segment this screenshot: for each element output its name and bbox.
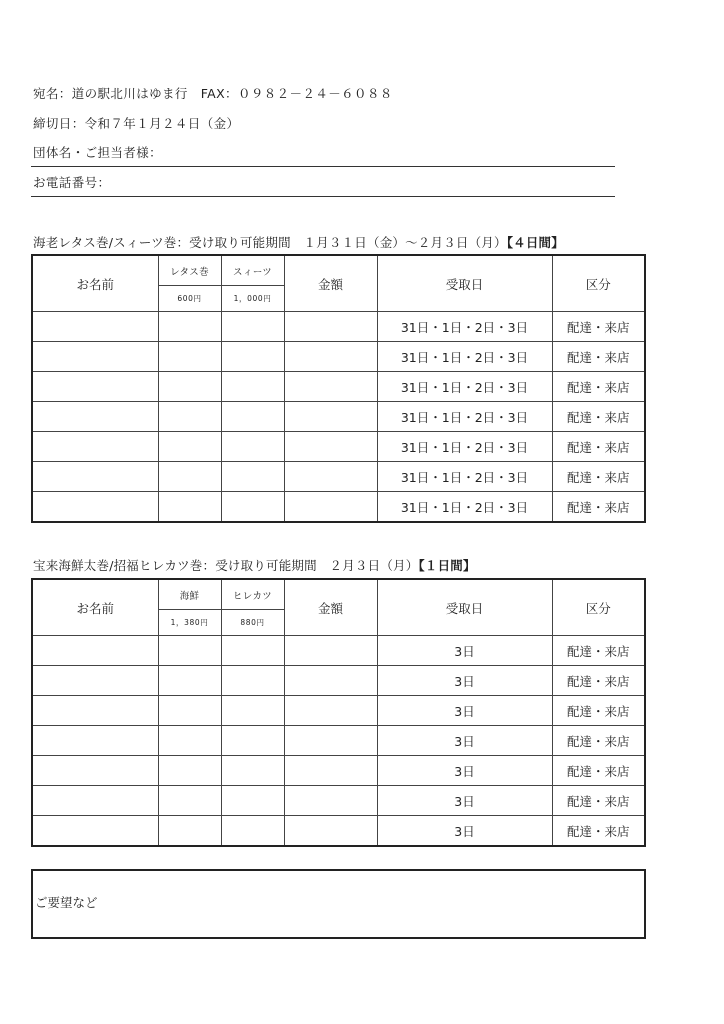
amount-cell[interactable] (284, 666, 377, 696)
col-header-amount: 金額 (284, 579, 377, 636)
item1-qty-cell[interactable] (158, 312, 221, 342)
order-row (32, 432, 645, 462)
category-cell: 配達・来店 (552, 342, 645, 372)
order-row (32, 666, 645, 696)
item2-qty-cell[interactable] (221, 666, 284, 696)
phone-label: お電話番号： (33, 175, 111, 190)
name-cell[interactable] (32, 756, 158, 786)
item2-qty-cell[interactable] (221, 402, 284, 432)
amount-cell[interactable] (284, 756, 377, 786)
col-header-item1: 海鮮 (158, 579, 221, 610)
amount-cell[interactable] (284, 696, 377, 726)
section-1-title-text: 海老レタス巻/スィーツ巻：受け取り可能期間 １月３１日（金）～２月３日（月） (33, 235, 507, 250)
deadline-line: 締切日：令和７年１月２４日（金） (33, 116, 240, 131)
section-1-title (33, 233, 564, 251)
item2-qty-cell[interactable] (221, 372, 284, 402)
order-row (32, 786, 645, 816)
order-row (32, 492, 645, 523)
item2-qty-cell[interactable] (221, 816, 284, 847)
item1-qty-cell[interactable] (158, 666, 221, 696)
pickup-day-cell: 31日・1日・2日・3日 (377, 372, 552, 402)
amount-cell[interactable] (284, 432, 377, 462)
col-header-item2-price: 1，000円 (221, 286, 284, 312)
item1-qty-cell[interactable] (158, 462, 221, 492)
name-cell[interactable] (32, 636, 158, 666)
category-cell: 配達・来店 (552, 696, 645, 726)
name-cell[interactable] (32, 696, 158, 726)
amount-cell[interactable] (284, 372, 377, 402)
pickup-day-cell: 31日・1日・2日・3日 (377, 462, 552, 492)
amount-cell[interactable] (284, 402, 377, 432)
category-cell: 配達・来店 (552, 666, 645, 696)
col-header-item2: スィーツ (221, 255, 284, 286)
pickup-day-cell: 3日 (377, 636, 552, 666)
section-2-badge: 【１日間】 (418, 558, 476, 573)
section-2-title-text: 宝来海鮮太巻/招福ヒレカツ巻：受け取り可能期間 ２月３日（月） (33, 558, 419, 573)
item2-qty-cell[interactable] (221, 462, 284, 492)
col-header-pickup: 受取日 (377, 255, 552, 312)
item1-qty-cell[interactable] (158, 372, 221, 402)
name-cell[interactable] (32, 402, 158, 432)
item2-qty-cell[interactable] (221, 726, 284, 756)
pickup-day-cell: 3日 (377, 756, 552, 786)
order-table-1 (31, 254, 646, 523)
col-header-item2: ヒレカツ (221, 579, 284, 610)
col-header-amount: 金額 (284, 255, 377, 312)
order-row (32, 636, 645, 666)
category-cell: 配達・来店 (552, 312, 645, 342)
category-cell: 配達・来店 (552, 432, 645, 462)
col-header-item1: レタス巻 (158, 255, 221, 286)
category-cell: 配達・来店 (552, 492, 645, 523)
category-cell: 配達・来店 (552, 462, 645, 492)
item1-qty-cell[interactable] (158, 756, 221, 786)
pickup-day-cell: 31日・1日・2日・3日 (377, 312, 552, 342)
phone-field[interactable] (31, 196, 615, 197)
requests-box[interactable] (31, 869, 646, 939)
col-header-item1-price: 1，380円 (158, 610, 221, 636)
item1-qty-cell[interactable] (158, 696, 221, 726)
amount-cell[interactable] (284, 786, 377, 816)
col-header-item1-price: 600円 (158, 286, 221, 312)
pickup-day-cell: 3日 (377, 786, 552, 816)
name-cell[interactable] (32, 666, 158, 696)
order-row (32, 726, 645, 756)
pickup-day-cell: 3日 (377, 726, 552, 756)
order-row (32, 402, 645, 432)
col-header-name: お名前 (32, 579, 158, 636)
item1-qty-cell[interactable] (158, 636, 221, 666)
name-cell[interactable] (32, 462, 158, 492)
item2-qty-cell[interactable] (221, 696, 284, 726)
order-row (32, 462, 645, 492)
name-cell[interactable] (32, 312, 158, 342)
col-header-category: 区分 (552, 579, 645, 636)
category-cell: 配達・来店 (552, 636, 645, 666)
order-row (32, 756, 645, 786)
recipient-fax-line: 宛名：道の駅北川はゆま行 FAX：０９８２－２４－６０８８ (33, 86, 393, 101)
order-table-2 (31, 578, 646, 847)
pickup-day-cell: 3日 (377, 666, 552, 696)
requests-label: ご要望など (35, 895, 98, 910)
pickup-day-cell: 31日・1日・2日・3日 (377, 492, 552, 523)
pickup-day-cell: 31日・1日・2日・3日 (377, 402, 552, 432)
name-cell[interactable] (32, 786, 158, 816)
order-row (32, 342, 645, 372)
order-table-1-body (32, 312, 645, 523)
item1-qty-cell[interactable] (158, 816, 221, 847)
item2-qty-cell[interactable] (221, 312, 284, 342)
amount-cell[interactable] (284, 342, 377, 372)
pickup-day-cell: 3日 (377, 816, 552, 847)
amount-cell[interactable] (284, 312, 377, 342)
item2-qty-cell[interactable] (221, 432, 284, 462)
amount-cell[interactable] (284, 726, 377, 756)
name-cell[interactable] (32, 492, 158, 523)
col-header-name: お名前 (32, 255, 158, 312)
name-cell[interactable] (32, 432, 158, 462)
name-cell[interactable] (32, 816, 158, 847)
group-contact-field[interactable] (31, 166, 615, 167)
item2-qty-cell[interactable] (221, 342, 284, 372)
order-row (32, 696, 645, 726)
item2-qty-cell[interactable] (221, 636, 284, 666)
item1-qty-cell[interactable] (158, 492, 221, 523)
item1-qty-cell[interactable] (158, 402, 221, 432)
amount-cell[interactable] (284, 636, 377, 666)
item1-qty-cell[interactable] (158, 726, 221, 756)
category-cell: 配達・来店 (552, 786, 645, 816)
item2-qty-cell[interactable] (221, 786, 284, 816)
category-cell: 配達・来店 (552, 372, 645, 402)
section-1-badge: 【４日間】 (506, 235, 564, 250)
pickup-day-cell: 31日・1日・2日・3日 (377, 342, 552, 372)
pickup-day-cell: 31日・1日・2日・3日 (377, 432, 552, 462)
order-row (32, 372, 645, 402)
col-header-category: 区分 (552, 255, 645, 312)
col-header-pickup: 受取日 (377, 579, 552, 636)
name-cell[interactable] (32, 372, 158, 402)
category-cell: 配達・来店 (552, 402, 645, 432)
order-row (32, 312, 645, 342)
col-header-item2-price: 880円 (221, 610, 284, 636)
order-table-2-body (32, 636, 645, 847)
section-2-title (33, 556, 476, 574)
order-row (32, 816, 645, 847)
amount-cell[interactable] (284, 816, 377, 847)
name-cell[interactable] (32, 726, 158, 756)
item1-qty-cell[interactable] (158, 786, 221, 816)
item1-qty-cell[interactable] (158, 342, 221, 372)
amount-cell[interactable] (284, 492, 377, 523)
category-cell: 配達・来店 (552, 756, 645, 786)
item2-qty-cell[interactable] (221, 756, 284, 786)
pickup-day-cell: 3日 (377, 696, 552, 726)
category-cell: 配達・来店 (552, 726, 645, 756)
group-contact-label: 団体名・ご担当者様： (33, 145, 163, 160)
amount-cell[interactable] (284, 462, 377, 492)
item2-qty-cell[interactable] (221, 492, 284, 523)
category-cell: 配達・来店 (552, 816, 645, 847)
item1-qty-cell[interactable] (158, 432, 221, 462)
name-cell[interactable] (32, 342, 158, 372)
